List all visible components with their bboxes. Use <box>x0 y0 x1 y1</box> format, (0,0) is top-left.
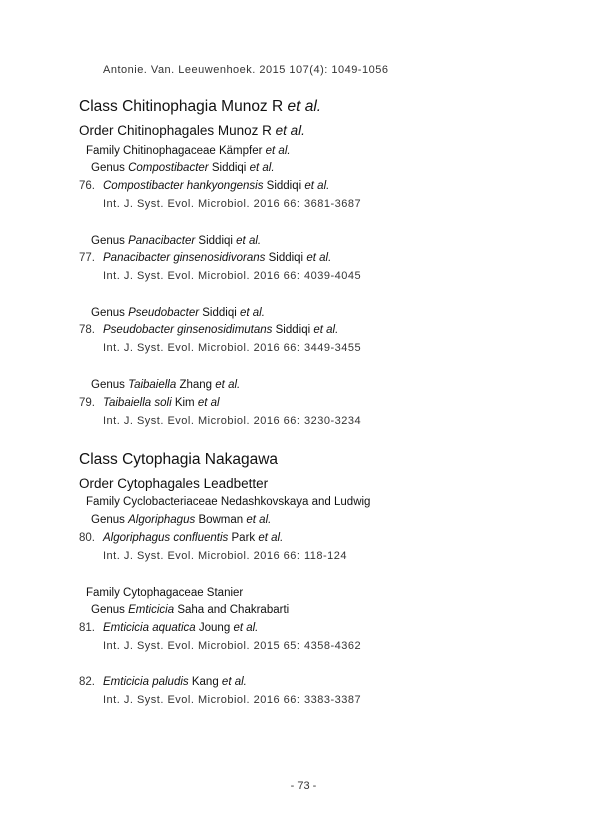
species-name: Algoriphagus confluentis <box>103 532 229 544</box>
genus-etal: et al. <box>215 379 241 391</box>
genus-emticicia <box>91 604 289 616</box>
species-reference-82: Int. J. Syst. Evol. Microbiol. 2016 66: 3383-3387 <box>103 694 362 706</box>
reference-top: Antonie. Van. Leeuwenhoek. 2015 107(4): 1049-1056 <box>103 64 389 76</box>
species-author: Kang <box>191 676 219 688</box>
species-entry-79 <box>79 397 220 409</box>
family-author-etal: et al. <box>265 145 291 157</box>
species-entry-80 <box>79 532 283 544</box>
genus-author: Siddiqi <box>202 307 237 319</box>
species-author: Kim <box>174 397 195 409</box>
species-entry-81 <box>79 622 258 634</box>
order-heading-chitinophagales <box>79 123 305 138</box>
order-author-etal: et al. <box>275 123 305 138</box>
genus-name: Algoriphagus <box>128 514 196 526</box>
genus-author: Siddiqi <box>198 235 233 247</box>
species-etal: et al. <box>313 324 339 336</box>
species-author: Siddiqi <box>268 252 304 264</box>
species-number: 76. <box>79 180 95 192</box>
genus-etal: et al. <box>236 235 262 247</box>
species-number: 78. <box>79 324 95 336</box>
genus-author: Bowman <box>198 514 244 526</box>
species-name: Taibaiella soli <box>103 397 172 409</box>
species-author: Park <box>231 532 256 544</box>
genus-etal: et al. <box>249 162 275 174</box>
species-name: Compostibacter hankyongensis <box>103 180 264 192</box>
species-author: Siddiqi <box>275 324 311 336</box>
species-reference-81: Int. J. Syst. Evol. Microbiol. 2015 65: 4358-4362 <box>103 640 362 652</box>
genus-etal: et al. <box>246 514 272 526</box>
genus-panacibacter <box>91 235 261 247</box>
species-number: 80. <box>79 532 95 544</box>
order-name: Order Chitinophagales Munoz R <box>79 123 272 138</box>
species-reference-77: Int. J. Syst. Evol. Microbiol. 2016 66: 4039-4045 <box>103 270 362 282</box>
species-etal: et al. <box>304 180 330 192</box>
genus-name: Pseudobacter <box>128 307 200 319</box>
species-number: 82. <box>79 676 95 688</box>
species-name: Pseudobacter ginsenosidimutans <box>103 324 273 336</box>
species-etal: et al. <box>306 252 332 264</box>
species-name: Emticicia paludis <box>103 676 189 688</box>
species-reference-78: Int. J. Syst. Evol. Microbiol. 2016 66: 3449-3455 <box>103 342 362 354</box>
genus-prefix: Genus <box>91 379 125 391</box>
genus-name: Panacibacter <box>128 235 196 247</box>
family-heading-cytophagaceae: Family Cytophagaceae Stanier <box>86 587 244 599</box>
genus-pseudobacter <box>91 307 265 319</box>
genus-author: Saha and Chakrabarti <box>177 604 290 616</box>
species-entry-76 <box>79 180 329 192</box>
class-heading-chitinophagia <box>79 98 321 116</box>
genus-prefix: Genus <box>91 235 125 247</box>
order-heading-cytophagales: Order Cytophagales Leadbetter <box>79 476 269 491</box>
species-etal: et al. <box>258 532 284 544</box>
genus-prefix: Genus <box>91 162 125 174</box>
class-author-etal: et al. <box>287 98 322 115</box>
genus-compostibacter <box>91 162 275 174</box>
family-heading-chitinophagaceae <box>86 145 291 157</box>
species-name: Panacibacter ginsenosidivorans <box>103 252 266 264</box>
species-reference-80: Int. J. Syst. Evol. Microbiol. 2016 66: 118-124 <box>103 550 348 562</box>
species-number: 77. <box>79 252 95 264</box>
species-etal: et al. <box>233 622 259 634</box>
species-etal: et al <box>197 397 220 409</box>
species-author: Joung <box>198 622 231 634</box>
class-heading-cytophagia: Class Cytophagia Nakagawa <box>79 451 279 468</box>
genus-prefix: Genus <box>91 604 125 616</box>
genus-etal: et al. <box>240 307 265 319</box>
genus-name: Compostibacter <box>128 162 209 174</box>
species-entry-77 <box>79 252 331 264</box>
species-number: 81. <box>79 622 95 634</box>
genus-algoriphagus <box>91 514 271 526</box>
species-etal: et al. <box>221 676 247 688</box>
family-heading-cyclobacteriaceae: Family Cyclobacteriaceae Nedashkovskaya and Ludwig <box>86 496 371 508</box>
genus-taibaiella <box>91 379 240 391</box>
class-name: Class Chitinophagia Munoz R <box>79 98 284 115</box>
genus-author: Zhang <box>179 379 213 391</box>
species-author: Siddiqi <box>266 180 302 192</box>
genus-prefix: Genus <box>91 307 125 319</box>
species-name: Emticicia aquatica <box>103 622 196 634</box>
species-reference-79: Int. J. Syst. Evol. Microbiol. 2016 66: 3230-3234 <box>103 415 362 427</box>
genus-author: Siddiqi <box>211 162 247 174</box>
page-number: - 73 - <box>290 780 317 792</box>
species-entry-78 <box>79 324 338 336</box>
species-number: 79. <box>79 397 95 409</box>
genus-name: Emticicia <box>128 604 175 616</box>
species-entry-82 <box>79 676 247 688</box>
genus-name: Taibaiella <box>128 379 177 391</box>
genus-prefix: Genus <box>91 514 125 526</box>
species-reference-76: Int. J. Syst. Evol. Microbiol. 2016 66: 3681-3687 <box>103 198 362 210</box>
family-name: Family Chitinophagaceae Kämpfer <box>86 145 263 157</box>
